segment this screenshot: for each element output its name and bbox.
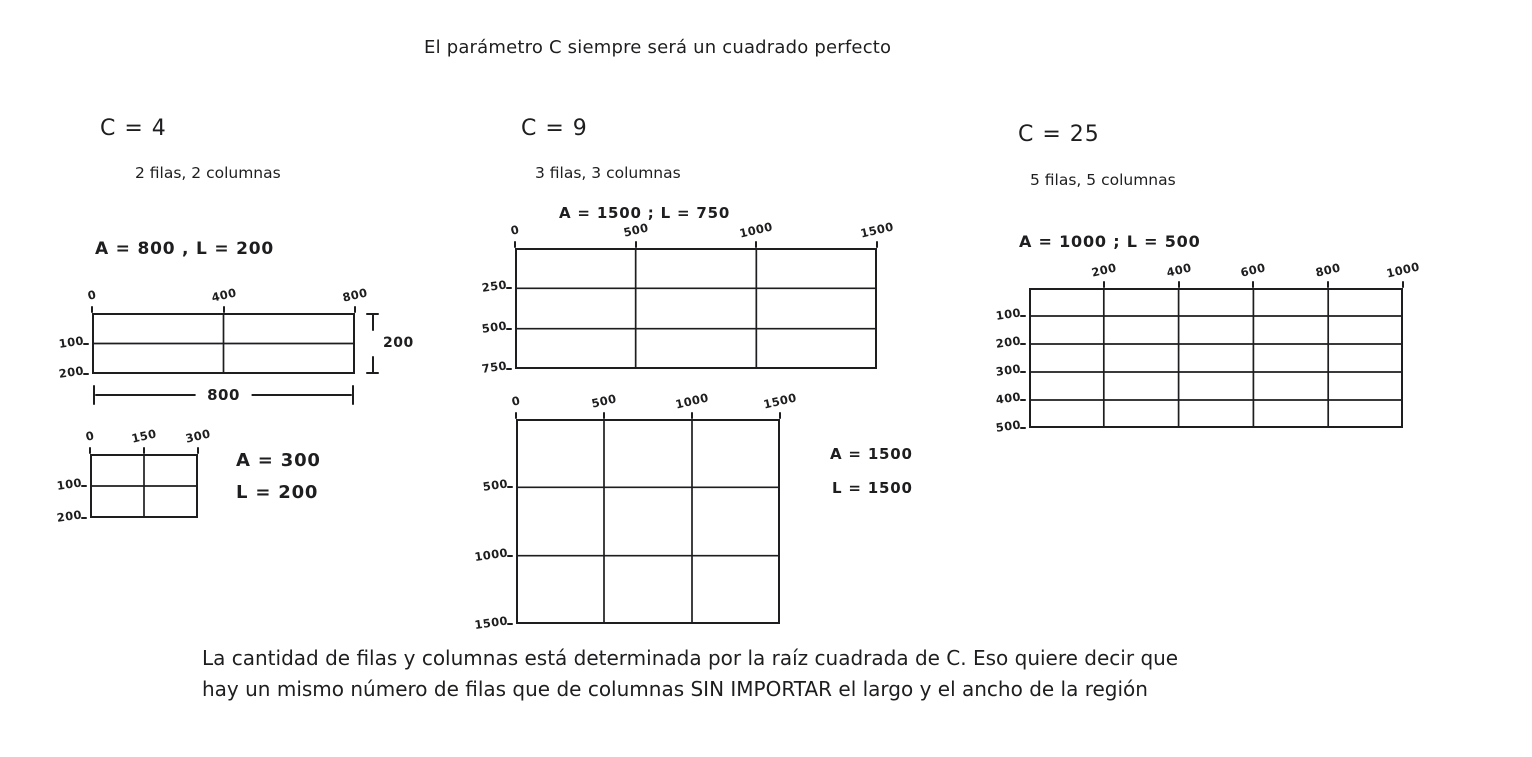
- grid-300x200: [55, 426, 212, 525]
- x-tick-label: 800: [341, 285, 369, 305]
- x-tick-label: 800: [1314, 260, 1343, 280]
- rows-cols-label-c4: 2 filas, 2 columnas: [135, 164, 281, 182]
- x-tick-mark: [143, 447, 145, 454]
- rows-cols-label-c25: 5 filas, 5 columnas: [1030, 171, 1176, 189]
- params-label-grid-800x200: A = 800 , L = 200: [95, 239, 275, 259]
- x-tick-label: 600: [1239, 260, 1268, 280]
- x-tick-mark: [223, 306, 225, 313]
- y-tick-label: 1500: [473, 613, 509, 632]
- x-tick-label: 1500: [859, 219, 895, 241]
- x-tick-label: 500: [590, 391, 618, 411]
- dimension-serif: [352, 385, 354, 405]
- side-label-l-200: L = 200: [236, 482, 319, 503]
- footer-note: [202, 646, 1178, 701]
- y-tick-label: 500: [481, 476, 509, 495]
- y-tick-label: 200: [55, 507, 83, 525]
- x-tick-label: 300: [184, 426, 212, 446]
- y-tick-label: 100: [55, 475, 83, 493]
- y-tick-label: 200: [57, 363, 85, 381]
- x-tick-mark: [603, 412, 605, 419]
- x-tick-label: 0: [84, 428, 96, 444]
- y-tick-label: 300: [994, 361, 1022, 379]
- width-dimension: [93, 385, 354, 405]
- x-tick-mark: [89, 447, 91, 454]
- x-tick-mark: [515, 412, 517, 419]
- dimension-line: [372, 356, 374, 373]
- grid-1000x500: [994, 259, 1421, 435]
- x-tick-mark: [779, 412, 781, 419]
- width-dimension-label: 800: [195, 386, 252, 404]
- y-tick-label: 200: [994, 333, 1022, 351]
- y-tick-label: 500: [994, 417, 1022, 435]
- rows-cols-label-c9: 3 filas, 3 columnas: [535, 164, 681, 182]
- c-value-label-c9: C = 9: [521, 116, 588, 141]
- grid-1500x750: [480, 219, 895, 376]
- grid-800x200: [57, 285, 414, 404]
- footer-note-line2: hay un mismo número de filas que de columnas SIN IMPORTAR el largo y el ancho de la región: [202, 677, 1148, 701]
- footer-note-line1: La cantidad de filas y columnas está determinada por la raíz cuadrada de C. Eso quiere decir que: [202, 646, 1179, 670]
- y-tick-label: 1000: [473, 545, 509, 564]
- grid-lines: [90, 454, 198, 518]
- c-value-label-c25: C = 25: [1018, 122, 1100, 147]
- y-tick-label: 100: [57, 332, 85, 351]
- height-dimension: [366, 313, 414, 374]
- height-dimension-label: 200: [383, 334, 414, 351]
- y-tick-label: 400: [994, 389, 1022, 407]
- x-tick-mark: [91, 306, 93, 313]
- x-tick-label: 1500: [762, 390, 798, 412]
- x-tick-label: 400: [1164, 260, 1193, 280]
- x-tick-label: 400: [209, 285, 238, 305]
- x-tick-label: 0: [86, 287, 98, 303]
- x-tick-mark: [876, 241, 878, 248]
- side-label-a-1500: A = 1500: [830, 445, 913, 463]
- x-tick-label: 1000: [1385, 259, 1421, 281]
- x-tick-label: 1000: [674, 390, 710, 412]
- grid-lines: [515, 248, 877, 369]
- grid-lines: [516, 419, 780, 624]
- params-label-grid-1500x750: A = 1500 ; L = 750: [559, 204, 731, 222]
- x-tick-label: 0: [510, 393, 522, 409]
- x-tick-label: 150: [130, 426, 158, 446]
- side-label-a-300: A = 300: [236, 450, 321, 471]
- x-tick-mark: [1402, 281, 1404, 288]
- params-label-grid-1000x500: A = 1000 ; L = 500: [1019, 232, 1201, 251]
- x-tick-mark: [354, 306, 356, 313]
- y-tick-label: 500: [480, 318, 508, 336]
- grid-lines: [92, 313, 355, 374]
- x-tick-label: 1000: [738, 219, 775, 241]
- x-tick-label: 500: [621, 220, 650, 240]
- x-tick-label: 200: [1089, 260, 1118, 280]
- page-title: El parámetro C siempre será un cuadrado perfecto: [424, 37, 892, 58]
- x-tick-mark: [1178, 281, 1180, 288]
- grid-1500x1500: [473, 390, 798, 632]
- y-tick-label: 100: [994, 305, 1022, 323]
- x-tick-mark: [1252, 281, 1254, 288]
- dimension-serif: [366, 372, 379, 374]
- x-tick-mark: [635, 241, 637, 248]
- side-label-l-1500: L = 1500: [832, 479, 913, 497]
- x-tick-mark: [755, 241, 757, 248]
- c-value-label-c4: C = 4: [100, 116, 167, 141]
- x-tick-mark: [197, 447, 199, 454]
- x-tick-label: 0: [509, 222, 521, 238]
- x-tick-mark: [514, 241, 516, 248]
- y-tick-label: 750: [480, 358, 508, 376]
- x-tick-mark: [691, 412, 693, 419]
- x-tick-mark: [1103, 281, 1105, 288]
- y-tick-label: 250: [480, 277, 508, 296]
- grid-lines: [1029, 288, 1403, 428]
- dimension-line: [372, 314, 374, 331]
- x-tick-mark: [1327, 281, 1329, 288]
